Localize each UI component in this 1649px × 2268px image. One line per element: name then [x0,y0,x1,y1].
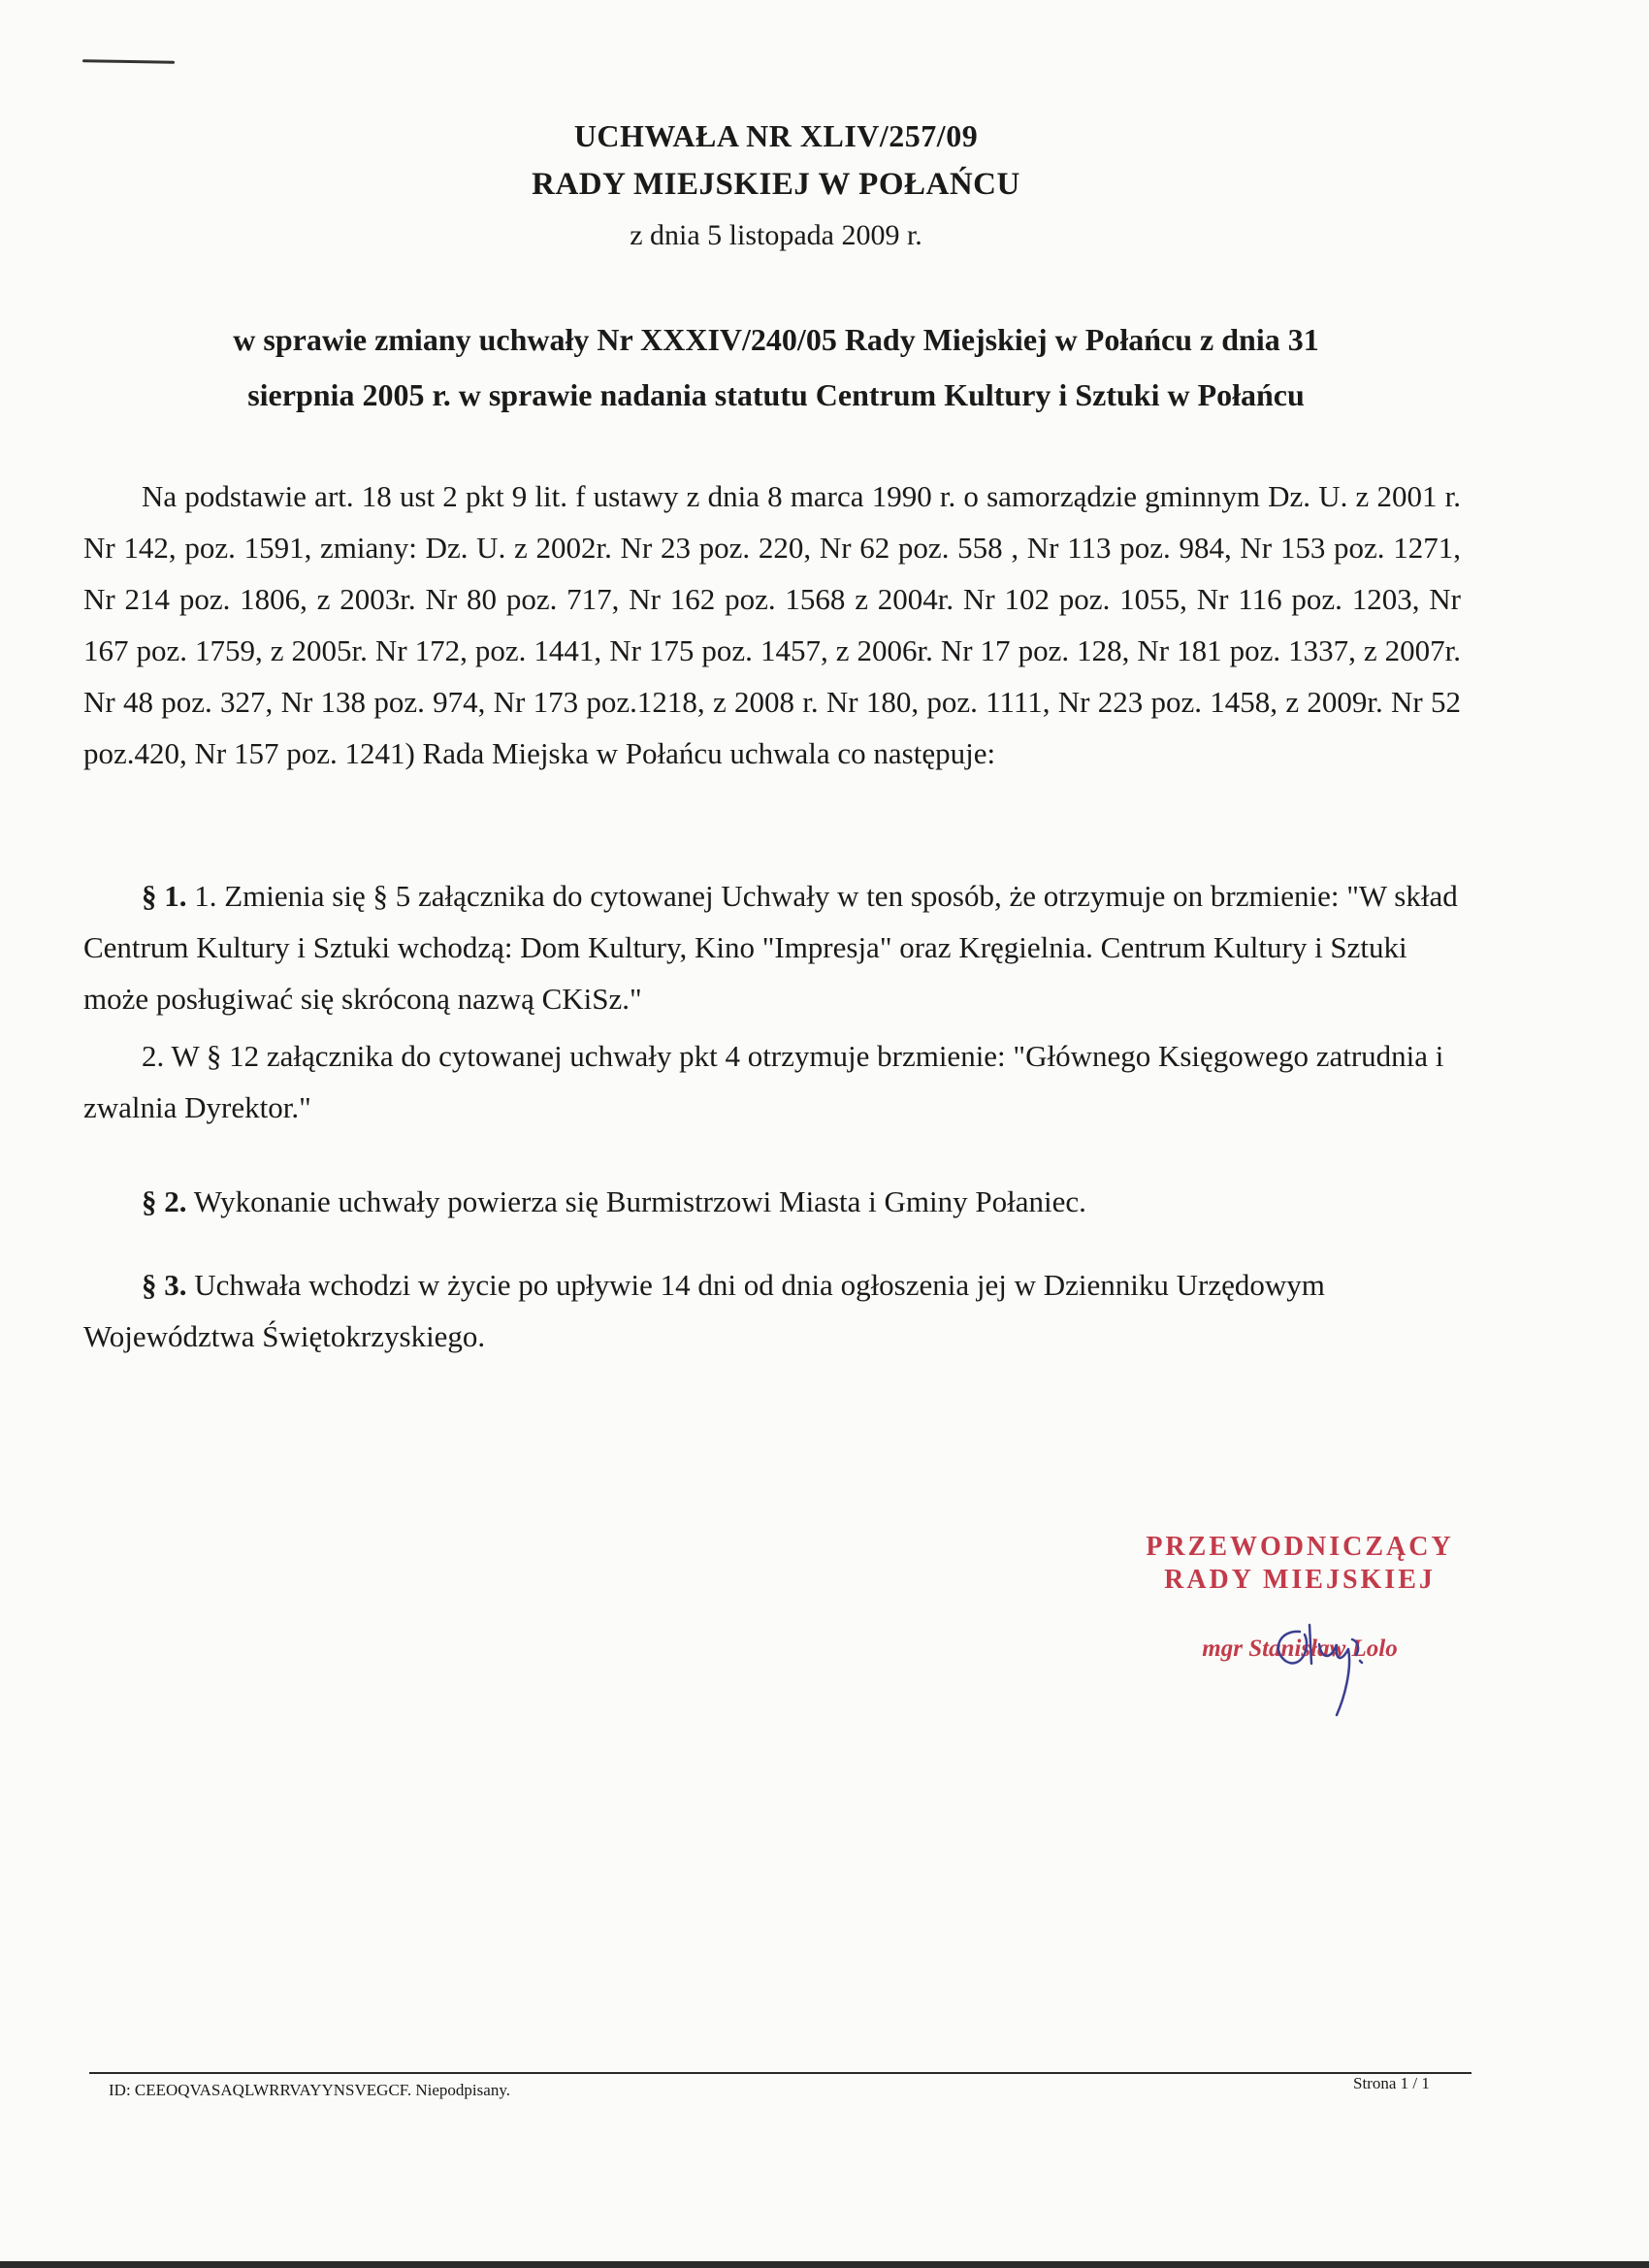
document-id: ID: CEEOQVASAQLWRRVAYYNSVEGCF. Niepodpisany. [109,2081,510,2099]
section-3-label: § 3. [142,1268,187,1302]
resolution-subject [97,312,1455,423]
section-1-point-2: 2. W § 12 załącznika do cytowanej uchwały pkt 4 otrzymuje brzmienie: "Głównego Księgowego zatrudnia i zwalnia Dyrektor." [83,1039,1444,1124]
section-3-paragraph [83,1259,1461,1362]
subject-line-1: w sprawie zmiany uchwały Nr XXXIV/240/05 Rady Miejskiej w Połańcu z dnia 31 [233,322,1319,357]
section-2-paragraph [83,1176,1461,1227]
section-3-text: Uchwała wchodzi w życie po upływie 14 dni od dnia ogłoszenia jej w Dzienniku Urzędowym Województwa Świętokrzyskiego. [83,1268,1325,1353]
resolution-number: UCHWAŁA NR XLIV/257/09 [573,118,979,153]
section-2-label: § 2. [142,1184,187,1218]
resolution-date: z dnia 5 listopada 2009 r. [630,219,922,251]
scan-bottom-edge [0,2261,1649,2268]
page-number: Strona 1 / 1 [1353,2074,1430,2092]
stamp-council: RADY MIEJSKIEJ [1164,1565,1436,1595]
scan-mark [82,59,175,64]
council-name: RADY MIEJSKIEJ W POŁAŃCU [532,167,1020,202]
footer-rule [89,2072,1471,2074]
handwritten-signature [1251,1591,1416,1717]
legal-basis-paragraph: Na podstawie art. 18 ust 2 pkt 9 lit. f ustawy z dnia 8 marca 1990 r. o samorządzie gminnym Dz. U. z 2001 r. Nr 142, poz. 1591, zmiany: Dz. U. z 2002r. Nr 23 poz. 220, Nr 62 poz. 558 , Nr 113 poz. 984, Nr 153 poz. 1271, Nr 214 poz. 1806, z 2003r. Nr 80 poz. 717, Nr 162 poz. 1568 z 2004r. Nr 102 poz. 1055, Nr 116 poz. 1203, Nr 167 poz. 1759, z 2005r. Nr 172, poz. 1441, Nr 175 poz. 1457, z 2006r. Nr 17 poz. 128, Nr 181 poz. 1337, z 2007r. Nr 48 poz. 327, Nr 138 poz. 974, Nr 173 poz.1218, z 2008 r. Nr 180, poz. 1111, Nr 223 poz. 1458, z 2009r. Nr 52 poz.420, Nr 157 poz. 1241) Rada Miejska w Połańcu uchwala co następuje: [83,479,1461,770]
section-2-text: Wykonanie uchwały powierza się Burmistrzowi Miasta i Gminy Połaniec. [186,1184,1086,1218]
section-1-paragraph [83,870,1461,1024]
subject-line-2: sierpnia 2005 r. w sprawie nadania statutu Centrum Kultury i Sztuki w Połańcu [247,377,1305,412]
stamp-title: PRZEWODNICZĄCY [1146,1532,1454,1562]
section-1-text: 1. Zmienia się § 5 załącznika do cytowanej Uchwały w ten sposób, że otrzymuje on brzmienie: "W skład Centrum Kultury i Sztuki wchodzą: Dom Kultury, Kino "Impresja" oraz Kręgielnia. Centrum Kultury i Sztuki może posługiwać się skróconą nazwą CKiSz." [83,879,1458,1016]
section-1-label: § 1. [142,879,187,913]
stamp-name: mgr Stanisław Lolo [1202,1636,1398,1662]
